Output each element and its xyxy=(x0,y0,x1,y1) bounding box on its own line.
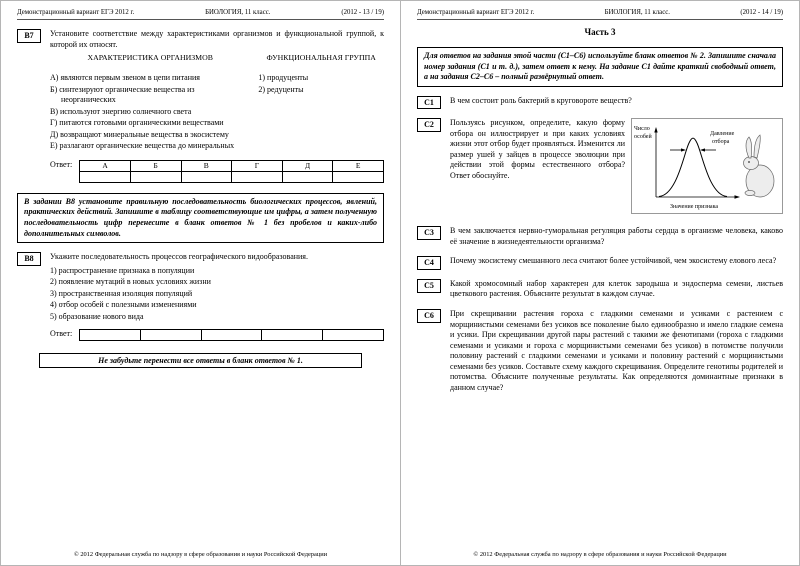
answer-cell xyxy=(282,171,333,182)
page-footer: © 2012 Федеральная служба по надзору в сфере образования и науки Российской Федерации xyxy=(73,551,328,558)
question-number-box-c1 xyxy=(417,96,441,110)
x-axis-arrow xyxy=(735,196,741,199)
answer-cell xyxy=(323,330,384,341)
b8-answer-table xyxy=(79,329,384,341)
pressure-arrow-left-head xyxy=(681,149,686,152)
reminder-box: Не забудьте перенести все ответы в бланк ответов № 1. xyxy=(39,353,362,368)
group-item: 1) продуценты xyxy=(258,73,309,83)
selection-graph xyxy=(632,119,780,213)
question-number: С6 xyxy=(424,311,434,321)
question-text: Почему экосистему смешанного леса считают более устойчивой, чем экосистему елового леса? xyxy=(450,256,777,266)
sequence-item: 5) образование нового вида xyxy=(50,311,144,321)
pressure-label: Давление xyxy=(710,131,735,138)
question-c4-body xyxy=(450,256,783,267)
answer-cell xyxy=(333,171,384,182)
answer-cell xyxy=(80,330,141,341)
question-c2-body xyxy=(450,118,783,217)
question-c3 xyxy=(417,226,783,247)
page-left xyxy=(1,1,400,565)
answer-cell xyxy=(181,171,232,182)
b7-answer-input-row xyxy=(80,171,384,182)
question-number: В7 xyxy=(24,31,34,40)
characteristic-item: Е) разлагают органические вещества до минеральных xyxy=(50,141,235,151)
answer-label: Ответ: xyxy=(50,329,73,339)
group-item: 2) редуценты xyxy=(258,84,304,94)
question-number: С5 xyxy=(424,280,434,290)
b8-answer-table-wrap xyxy=(79,329,384,341)
characteristic-item: В) используют энергию солнечного света xyxy=(50,106,192,116)
figure-ylabel: Число xyxy=(634,126,650,133)
question-number: С1 xyxy=(424,97,434,107)
part-title: Часть 3 xyxy=(584,27,616,37)
question-text: Укажите последовательность процессов географического видообразования. xyxy=(50,252,308,262)
question-c6-body xyxy=(450,309,783,393)
question-b7 xyxy=(17,29,384,183)
question-number-box-c6 xyxy=(417,309,441,323)
answer-cell xyxy=(141,330,202,341)
characteristic-item: Б) синтезируют органические вещества из неорганических xyxy=(50,84,195,105)
selection-graph-figure xyxy=(631,118,783,214)
answer-cell xyxy=(232,171,283,182)
answer-header-cell: В xyxy=(181,160,232,171)
answer-cell xyxy=(130,171,181,182)
header-page-code: (2012 - 13 / 19) xyxy=(341,9,384,16)
sequence-item: 1) распространение признака в популяции xyxy=(50,265,195,275)
characteristic-item: Г) питаются готовыми органическими веществами xyxy=(50,118,224,128)
question-number: С4 xyxy=(424,258,434,268)
question-c5 xyxy=(417,279,783,300)
answer-cell xyxy=(80,171,131,182)
b8-instruction-box: В задании В8 установите правильную последовательность биологических процессов, явлений, практических действий. Запишите в таблицу соответствующие им цифры, а затем полученную последовательность цифр перенесите в бланк ответов № 1 без пробелов и каких-либо дополнительных символов. xyxy=(17,193,384,243)
pressure-label: отбора xyxy=(712,139,730,146)
bell-curve xyxy=(659,138,727,196)
b7-answer-row xyxy=(50,160,384,183)
answer-header-cell: А xyxy=(80,160,131,171)
header-variant: Демонстрационный вариант ЕГЭ 2012 г. xyxy=(417,9,535,16)
question-number-box-c2 xyxy=(417,118,441,132)
answer-header-cell: Д xyxy=(282,160,333,171)
question-number: С2 xyxy=(424,120,434,130)
y-axis-arrow xyxy=(654,127,657,133)
page-header-left xyxy=(17,7,384,20)
header-page-code: (2012 - 14 / 19) xyxy=(740,9,783,16)
question-c6 xyxy=(417,309,783,393)
header-variant: Демонстрационный вариант ЕГЭ 2012 г. xyxy=(17,9,135,16)
question-text: Какой хромосомный набор характерен для клеток зародыша и эндосперма семени, листьев цветкового растения. Объясните результат в каждом случае. xyxy=(450,278,783,299)
characteristic-item: Д) возвращают минеральные вещества в экосистему xyxy=(50,129,229,139)
question-text: При скрещивании растения гороха с гладкими семенами и усиками с растением с морщинистыми семенами без усиков все поколение было единообразно и имело гладкие семена и усики. При скрещивании другой пары растений с такими же фенотипами (гороха с гладкими семенами и усиками и гороха с морщинистыми семенами без усиков) в потомстве получили половину растений с гладкими семенами и усиками и половину растений с морщинистыми семенами без усиков. Составьте схему каждого скрещивания. Определите генотипы родителей и потомства. Объясните полученные результаты. Как определяются доминантные признаки в данном случае? xyxy=(450,309,783,392)
page-header-right xyxy=(417,7,783,20)
question-text: Пользуясь рисунком, определите, какую форму отбора он иллюстрирует и при каких условиях жизни этот отбор будет проявляться. Изменится ли размер ушей у зайцев в процессе эволюции при действии этой формы естественного отбора? Ответ обоснуйте. xyxy=(450,118,625,180)
characteristics-title: ХАРАКТЕРИСТИКА ОРГАНИЗМОВ xyxy=(87,53,213,63)
header-subject: БИОЛОГИЯ, 11 класс. xyxy=(604,9,670,16)
sequence-item: 3) пространственная изоляция популяций xyxy=(50,288,193,298)
question-b8 xyxy=(17,252,384,341)
question-number-box-b8 xyxy=(17,252,41,266)
question-number-box-c4 xyxy=(417,256,441,270)
b7-answer-table-wrap xyxy=(79,160,384,183)
b8-answer-input-row xyxy=(80,330,384,341)
question-number-box-c3 xyxy=(417,226,441,240)
answer-header-cell: Б xyxy=(130,160,181,171)
sequence-item: 2) появление мутаций в новых условиях жизни xyxy=(50,277,211,287)
b7-answer-table xyxy=(79,160,384,183)
rabbit-illustration xyxy=(744,135,775,197)
characteristics-column xyxy=(50,53,258,153)
question-c4 xyxy=(417,256,783,270)
sequence-item: 4) отбор особей с полезными изменениями xyxy=(50,300,197,310)
answer-label: Ответ: xyxy=(50,159,73,169)
question-number: В8 xyxy=(24,254,34,264)
header-subject: БИОЛОГИЯ, 11 класс. xyxy=(205,9,271,16)
pressure-arrow-right-head xyxy=(700,149,705,152)
answer-header-cell: Г xyxy=(232,160,283,171)
page-footer: © 2012 Федеральная служба по надзору в сфере образования и науки Российской Федерации xyxy=(473,551,727,558)
question-c5-body xyxy=(450,279,783,300)
question-c1-body xyxy=(450,96,783,107)
groups-column xyxy=(258,53,384,153)
question-b8-body xyxy=(50,252,384,341)
page-right xyxy=(400,1,799,565)
b7-answer-header-row xyxy=(80,160,384,171)
groups-title: ФУНКЦИОНАЛЬНАЯ ГРУППА xyxy=(266,53,376,63)
answer-header-cell: Е xyxy=(333,160,384,171)
answer-cell xyxy=(201,330,262,341)
b8-answer-row xyxy=(50,329,384,341)
characteristic-item: А) являются первым звеном в цепи питания xyxy=(50,73,200,83)
question-text: В чем состоит роль бактерий в круговороте веществ? xyxy=(450,95,632,105)
question-c2 xyxy=(417,118,783,217)
question-b7-body xyxy=(50,29,384,183)
question-text: В чем заключается нервно-гуморальная регуляция работы сердца в организме человека, каково её значение в жизнедеятельности организма? xyxy=(450,226,783,246)
figure-xlabel: Значение признака xyxy=(670,204,719,211)
sequence-list xyxy=(50,266,384,323)
answer-cell xyxy=(262,330,323,341)
figure-ylabel: особей xyxy=(634,134,652,141)
matching-columns xyxy=(50,53,384,153)
question-number-box-b7 xyxy=(17,29,41,43)
question-text: Установите соответствие между характеристиками организмов и функциональной группой, к которой их относят. xyxy=(50,29,384,49)
part3-instruction-box: Для ответов на задания этой части (С1–С6) используйте бланк ответов № 2. Запишите сначала номер задания (С1 и т. д.), затем ответ к нему. На задание С1 дайте краткий свободный ответ, а на задания С2–С6 – полный развёрнутый ответ. xyxy=(417,47,783,87)
question-number: С3 xyxy=(424,228,434,238)
question-c1 xyxy=(417,96,783,110)
question-c3-body xyxy=(450,226,783,247)
question-number-box-c5 xyxy=(417,279,441,293)
